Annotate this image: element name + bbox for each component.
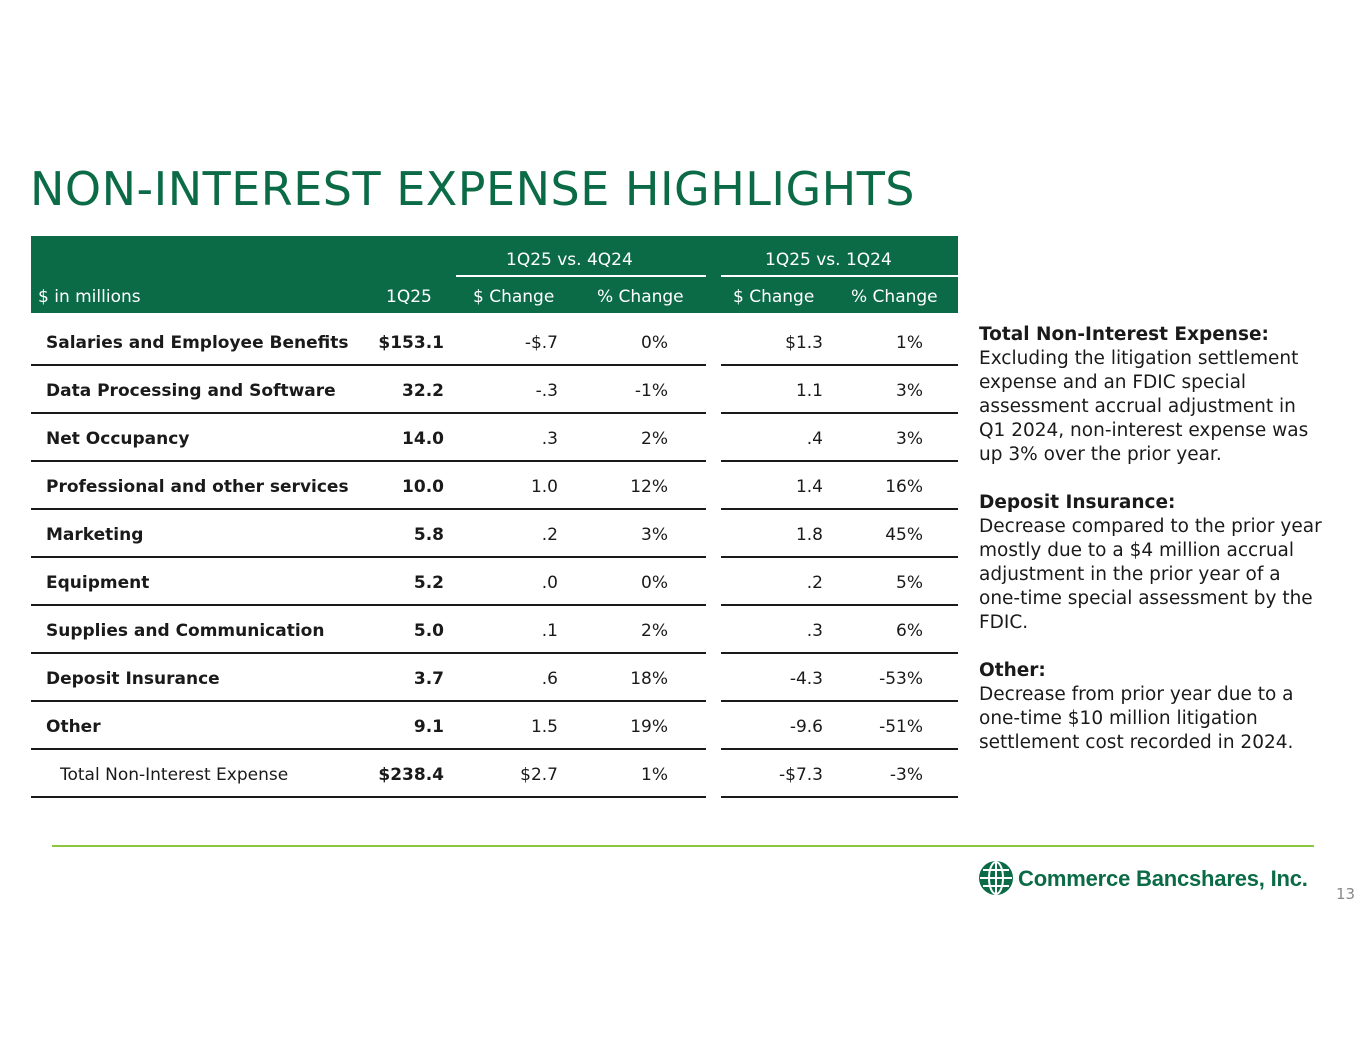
note-body: Decrease compared to the prior year mostly due to a $4 million accrual adjustment in the prior year of a one-time special assessment by the FDIC. bbox=[979, 516, 1322, 633]
table-row bbox=[31, 416, 958, 464]
pct-change-4q24: 0% bbox=[641, 573, 668, 593]
col-header-pct-change-1q24: % Change bbox=[851, 287, 938, 307]
header-gap bbox=[706, 275, 721, 277]
dollar-change-1q24: -9.6 bbox=[789, 717, 823, 737]
dollar-change-1q24: 1.8 bbox=[795, 525, 823, 545]
logo-text: Commerce Bancshares, Inc. bbox=[1018, 866, 1308, 891]
table-row bbox=[31, 512, 958, 560]
pct-change-4q24: 19% bbox=[630, 717, 668, 737]
pct-change-1q24: -51% bbox=[879, 717, 923, 737]
row-divider bbox=[31, 796, 706, 798]
row-divider bbox=[721, 556, 958, 558]
footer-divider bbox=[52, 845, 1314, 847]
row-label: Supplies and Communication bbox=[46, 621, 325, 641]
value-1q25: 32.2 bbox=[402, 381, 444, 401]
dollar-change-1q24: .4 bbox=[806, 429, 823, 449]
row-label: Equipment bbox=[46, 573, 150, 593]
row-label: Net Occupancy bbox=[46, 429, 190, 449]
col-header-label: $ in millions bbox=[38, 287, 141, 307]
value-1q25: 9.1 bbox=[413, 717, 444, 737]
pct-change-4q24: 0% bbox=[641, 333, 668, 353]
page-number: 13 bbox=[1336, 885, 1356, 903]
note-body: Decrease from prior year due to a one-time $10 million litigation settlement cost recorded in 2024. bbox=[979, 684, 1294, 753]
note-heading: Total Non-Interest Expense: bbox=[979, 324, 1269, 345]
value-1q25: $238.4 bbox=[378, 765, 444, 785]
col-header-dollar-change-4q24: $ Change bbox=[473, 287, 555, 307]
table-row bbox=[31, 464, 958, 512]
row-label: Salaries and Employee Benefits bbox=[46, 333, 349, 353]
group-header-divider bbox=[456, 275, 706, 277]
pct-change-1q24: 1% bbox=[896, 333, 923, 353]
dollar-change-1q24: 1.4 bbox=[795, 477, 823, 497]
row-divider bbox=[31, 604, 706, 606]
row-divider bbox=[31, 556, 706, 558]
dollar-change-1q24: $1.3 bbox=[785, 333, 823, 353]
pct-change-1q24: -53% bbox=[879, 669, 923, 689]
table-row bbox=[31, 752, 958, 800]
row-label: Data Processing and Software bbox=[46, 381, 336, 401]
dollar-change-1q24: -$7.3 bbox=[779, 765, 823, 785]
expense-table bbox=[31, 236, 958, 798]
value-1q25: 14.0 bbox=[402, 429, 444, 449]
table-row bbox=[31, 320, 958, 368]
row-label: Professional and other services bbox=[46, 477, 349, 497]
pct-change-4q24: 2% bbox=[641, 621, 668, 641]
dollar-change-4q24: $2.7 bbox=[520, 765, 558, 785]
dollar-change-4q24: .1 bbox=[541, 621, 558, 641]
note-deposit-insurance bbox=[979, 491, 1324, 635]
row-divider bbox=[721, 412, 958, 414]
value-1q25: $153.1 bbox=[378, 333, 444, 353]
note-heading: Deposit Insurance: bbox=[979, 492, 1176, 513]
col-header-pct-change-4q24: % Change bbox=[597, 287, 684, 307]
row-label: Marketing bbox=[46, 525, 144, 545]
note-total bbox=[979, 323, 1324, 467]
dollar-change-1q24: -4.3 bbox=[789, 669, 823, 689]
row-divider bbox=[721, 796, 958, 798]
row-divider bbox=[31, 412, 706, 414]
row-label: Total Non-Interest Expense bbox=[60, 765, 289, 785]
note-body: Excluding the litigation settlement expense and an FDIC special assessment accrual adjustment in Q1 2024, non-interest expense was up 3% over the prior year. bbox=[979, 348, 1309, 465]
pct-change-1q24: 3% bbox=[896, 429, 923, 449]
row-divider bbox=[31, 700, 706, 702]
value-1q25: 3.7 bbox=[413, 669, 444, 689]
pct-change-4q24: 2% bbox=[641, 429, 668, 449]
globe-icon bbox=[978, 860, 1014, 896]
dollar-change-1q24: .2 bbox=[806, 573, 823, 593]
note-other bbox=[979, 659, 1324, 755]
table-row bbox=[31, 560, 958, 608]
pct-change-1q24: 6% bbox=[896, 621, 923, 641]
row-divider bbox=[721, 700, 958, 702]
dollar-change-4q24: -$.7 bbox=[524, 333, 558, 353]
row-label: Deposit Insurance bbox=[46, 669, 220, 689]
row-divider bbox=[31, 364, 706, 366]
pct-change-4q24: -1% bbox=[634, 381, 668, 401]
dollar-change-4q24: .6 bbox=[541, 669, 558, 689]
group-header-4q24: 1Q25 vs. 4Q24 bbox=[506, 250, 633, 270]
row-divider bbox=[31, 748, 706, 750]
dollar-change-4q24: .3 bbox=[541, 429, 558, 449]
pct-change-1q24: 5% bbox=[896, 573, 923, 593]
pct-change-4q24: 1% bbox=[641, 765, 668, 785]
notes-panel bbox=[979, 323, 1324, 779]
value-1q25: 5.0 bbox=[413, 621, 444, 641]
table-row bbox=[31, 656, 958, 704]
dollar-change-4q24: 1.0 bbox=[530, 477, 558, 497]
row-divider bbox=[721, 604, 958, 606]
row-divider bbox=[721, 508, 958, 510]
dollar-change-1q24: .3 bbox=[806, 621, 823, 641]
row-divider bbox=[721, 460, 958, 462]
row-divider bbox=[721, 652, 958, 654]
company-logo bbox=[978, 860, 1318, 898]
value-1q25: 10.0 bbox=[402, 477, 444, 497]
dollar-change-4q24: 1.5 bbox=[530, 717, 558, 737]
page-title: NON-INTEREST EXPENSE HIGHLIGHTS bbox=[30, 162, 916, 216]
note-heading: Other: bbox=[979, 660, 1046, 681]
row-divider bbox=[31, 460, 706, 462]
row-divider bbox=[31, 652, 706, 654]
dollar-change-4q24: -.3 bbox=[535, 381, 558, 401]
pct-change-4q24: 12% bbox=[630, 477, 668, 497]
value-1q25: 5.8 bbox=[413, 525, 444, 545]
pct-change-1q24: 16% bbox=[885, 477, 923, 497]
pct-change-1q24: -3% bbox=[889, 765, 923, 785]
row-label: Other bbox=[46, 717, 101, 737]
group-header-1q24: 1Q25 vs. 1Q24 bbox=[765, 250, 892, 270]
table-row bbox=[31, 704, 958, 752]
group-header-divider bbox=[721, 275, 958, 277]
table-row bbox=[31, 608, 958, 656]
col-header-dollar-change-1q24: $ Change bbox=[733, 287, 815, 307]
pct-change-1q24: 3% bbox=[896, 381, 923, 401]
pct-change-1q24: 45% bbox=[885, 525, 923, 545]
pct-change-4q24: 18% bbox=[630, 669, 668, 689]
row-divider bbox=[721, 748, 958, 750]
value-1q25: 5.2 bbox=[413, 573, 444, 593]
col-header-1q25: 1Q25 bbox=[386, 287, 432, 307]
dollar-change-4q24: .2 bbox=[541, 525, 558, 545]
pct-change-4q24: 3% bbox=[641, 525, 668, 545]
dollar-change-4q24: .0 bbox=[541, 573, 558, 593]
row-divider bbox=[721, 364, 958, 366]
dollar-change-1q24: 1.1 bbox=[795, 381, 823, 401]
row-divider bbox=[31, 508, 706, 510]
table-row bbox=[31, 368, 958, 416]
